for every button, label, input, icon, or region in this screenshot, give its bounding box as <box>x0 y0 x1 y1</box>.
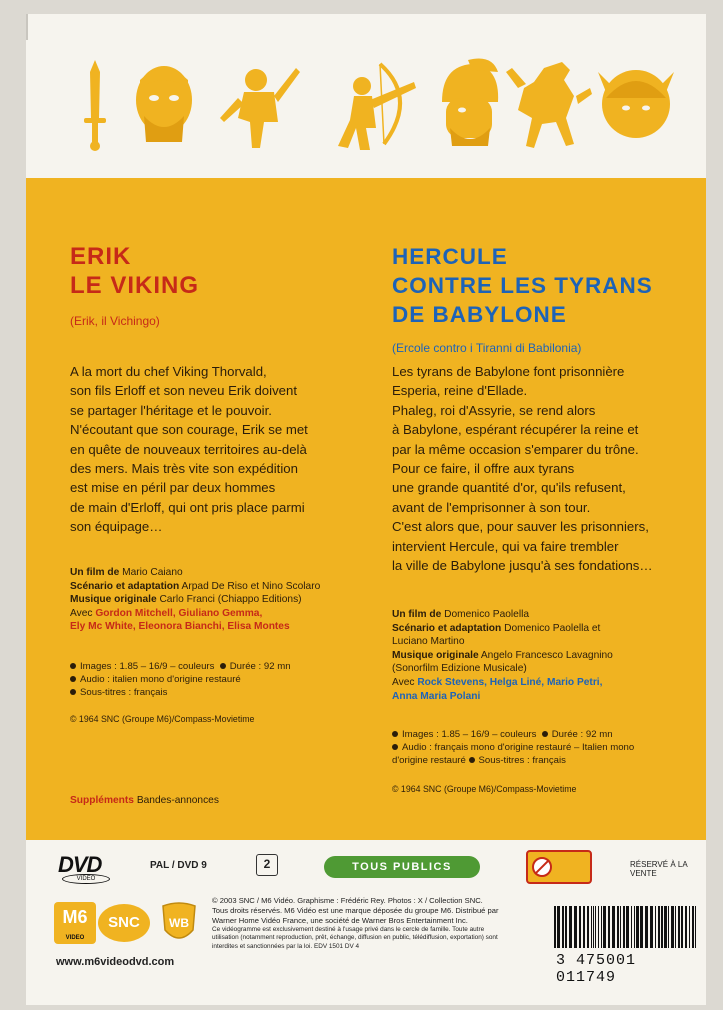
archer-icon <box>310 58 422 154</box>
bullet-icon <box>70 689 76 695</box>
dvd-logo: DVD <box>58 852 102 877</box>
cast-label: Avec <box>392 676 415 688</box>
rearing-horse-icon <box>504 58 594 154</box>
cast-list: Anna Maria Polani <box>392 690 481 702</box>
synopsis-line: par la même occasion s'emparer du trône. <box>392 441 639 457</box>
cast-label: Avec <box>70 607 93 619</box>
synopsis-line: la ville de Babylone jusqu'à ses fondations… <box>392 558 653 574</box>
spec-subtitles: Sous-titres : français <box>80 687 168 698</box>
barcode-number: 3 475001 011749 <box>556 952 637 986</box>
supplements-value: Bandes-annonces <box>136 795 219 806</box>
spec-images: Images : 1.85 – 16/9 – couleurs <box>402 729 537 740</box>
synopsis-line: Esperia, reine d'Ellade. <box>392 383 528 399</box>
bullet-icon <box>392 731 398 737</box>
credit-label: Scénario et adaptation <box>70 580 180 592</box>
right-film-original-title: (Ercole contro i Tiranni di Babilonia) <box>392 341 582 355</box>
credit-label: Un film de <box>392 609 442 620</box>
credit-label: Scénario et adaptation <box>392 622 502 634</box>
synopsis-line: avant de l'emprisonner à son tour. <box>392 499 591 515</box>
spec-subtitles: Sous-titres : français <box>478 755 566 766</box>
barcode-icon <box>552 906 702 948</box>
spec-audio: Audio : italien mono d'origine restauré <box>80 674 241 685</box>
website-url: www.m6videodvd.com <box>56 956 175 968</box>
bullet-icon <box>70 663 76 669</box>
dvd-video-logo: VIDEO <box>62 874 110 884</box>
cast-list: Gordon Mitchell, Giuliano Gemma, <box>95 607 263 619</box>
synopsis-line: se partager l'héritage et le pouvoir. <box>70 402 272 418</box>
piracy-warning-badge <box>526 850 592 884</box>
credit-value: Angelo Francesco Lavagnino <box>480 649 613 661</box>
credit-value: Domenico Paolella et <box>504 622 601 634</box>
spec-audio-cont: d'origine restauré <box>392 755 466 766</box>
synopsis-line: Pour ce faire, il offre aux tyrans <box>392 461 575 477</box>
warner-bros-shield-icon <box>160 902 198 944</box>
rating-badge: TOUS PUBLICS <box>324 856 480 878</box>
sale-notice: RÉSERVÉ À LA VENTE <box>630 860 688 878</box>
snc-logo: SNC <box>98 904 150 942</box>
credit-value: Domenico Paolella <box>444 609 530 620</box>
spec-images: Images : 1.85 – 16/9 – couleurs <box>80 661 215 672</box>
legal-line: Tous droits réservés. M6 Vidéo est une marque déposée du groupe M6. Distribué par <box>212 906 499 915</box>
synopsis-line: A la mort du chef Viking Thorvald, <box>70 364 267 379</box>
cast-list: Rock Stevens, Helga Liné, Mario Petri, <box>417 676 603 688</box>
left-film-original-title: (Erik, il Vichingo) <box>70 314 160 328</box>
bullet-icon <box>542 731 548 737</box>
synopsis-line: à Babylone, espérant récupérer la reine et <box>392 422 639 438</box>
left-credits <box>70 566 380 634</box>
m6-video-logo <box>54 902 96 944</box>
supplements-label: Suppléments <box>70 795 134 806</box>
synopsis-line: des mers. Mais très vite son expédition <box>70 461 298 477</box>
bearded-head-icon <box>130 58 198 150</box>
footer-strip <box>26 840 706 1005</box>
synopsis-line: Phaleg, roi d'Assyrie, se rend alors <box>392 402 596 418</box>
bullet-icon <box>392 744 398 750</box>
synopsis-line: une grande quantité d'or, qu'ils refusent, <box>392 480 626 496</box>
bullet-icon <box>469 757 475 763</box>
synopsis-line: de main d'Erloff, qui ont pris place parmi <box>70 499 305 515</box>
credit-label: Musique originale <box>392 649 479 661</box>
right-film-title-line2: CONTRE LES TYRANS <box>392 273 653 298</box>
left-film-title-line1: ERIK <box>70 243 132 270</box>
sword-icon <box>80 58 110 154</box>
spec-audio: Audio : français mono d'origine restauré – Italien mono <box>402 742 635 753</box>
region-badge: 2 <box>256 854 278 876</box>
right-tech-specs <box>392 728 704 767</box>
right-film-title-line1: HERCULE <box>392 244 508 269</box>
credit-value: Mario Caiano <box>122 567 183 578</box>
warrior-fighting-icon <box>216 58 302 154</box>
legal-body: Ce vidéogramme est exclusivement destiné à l'usage privé dans le cercle de famille. Toute autre utilisation (notamment reproduction, prêt, échange, diffusion en public, télédiffusion, exportation) sont interdites et sanctionnées par la loi. EDV 1501 DV 4 <box>212 926 498 950</box>
synopsis-panel <box>26 178 706 840</box>
right-film-title-line3: DE BABYLONE <box>392 302 567 327</box>
synopsis-line: C'est alors que, pour sauver les prisonniers, <box>392 519 649 535</box>
left-film-title-line2: LE VIKING <box>70 272 200 299</box>
m6-logo-sub: VIDEO <box>65 935 85 941</box>
viking-head-icon <box>598 58 674 150</box>
supplements <box>70 794 370 808</box>
credit-value: Arpad De Riso et Nino Scolaro <box>181 580 321 592</box>
spec-duration: Durée : 92 mn <box>229 661 291 672</box>
synopsis-line: son équipage… <box>70 519 163 535</box>
right-copyright: © 1964 SNC (Groupe M6)/Compass-Movietime <box>392 784 577 794</box>
left-film-block <box>70 242 370 328</box>
spec-duration: Durée : 92 mn <box>551 729 613 740</box>
m6-logo-text: M6 <box>62 907 88 927</box>
no-copy-icon <box>532 857 552 877</box>
right-synopsis <box>392 362 704 575</box>
legal-text <box>212 896 512 951</box>
credit-label: Musique originale <box>70 594 157 606</box>
legal-line: © 2003 SNC / M6 Vidéo. Graphisme : Frédéric Rey. Photos : X / Collection SNC. <box>212 896 483 905</box>
synopsis-line: N'écoutant que son courage, Erik se met <box>70 422 308 438</box>
bullet-icon <box>70 676 76 682</box>
icon-band <box>26 40 706 178</box>
bullet-icon <box>220 663 226 669</box>
credit-value: Carlo Franci (Chiappo Editions) <box>159 594 302 606</box>
synopsis-line: est mise en péril par deux hommes <box>70 480 276 496</box>
synopsis-line: son fils Erloff et son neveu Erik doivent <box>70 383 297 399</box>
svg-text:WB: WB <box>169 916 189 930</box>
left-synopsis <box>70 362 370 537</box>
format-label: PAL / DVD 9 <box>150 860 207 871</box>
credit-label: Un film de <box>70 567 120 578</box>
credit-value: (Sonorfilm Edizione Musicale) <box>392 663 527 675</box>
synopsis-line: intervient Hercule, qui va faire trembler <box>392 538 619 554</box>
right-film-block <box>392 242 704 355</box>
cast-list: Ely Mc White, Eleonora Bianchi, Elisa Montes <box>70 621 290 633</box>
right-credits <box>392 608 704 703</box>
helmeted-warrior-icon <box>432 58 502 154</box>
synopsis-line: Les tyrans de Babylone font prisonnière <box>392 364 625 379</box>
synopsis-line: en quête de nouveaux territoires au-delà <box>70 441 307 457</box>
credit-value: Luciano Martino <box>392 636 465 648</box>
legal-line: Warner Home Vidéo France, une société de Warner Bros Entertainment Inc. <box>212 916 468 925</box>
left-copyright: © 1964 SNC (Groupe M6)/Compass-Movietime <box>70 714 255 724</box>
left-tech-specs <box>70 660 370 699</box>
